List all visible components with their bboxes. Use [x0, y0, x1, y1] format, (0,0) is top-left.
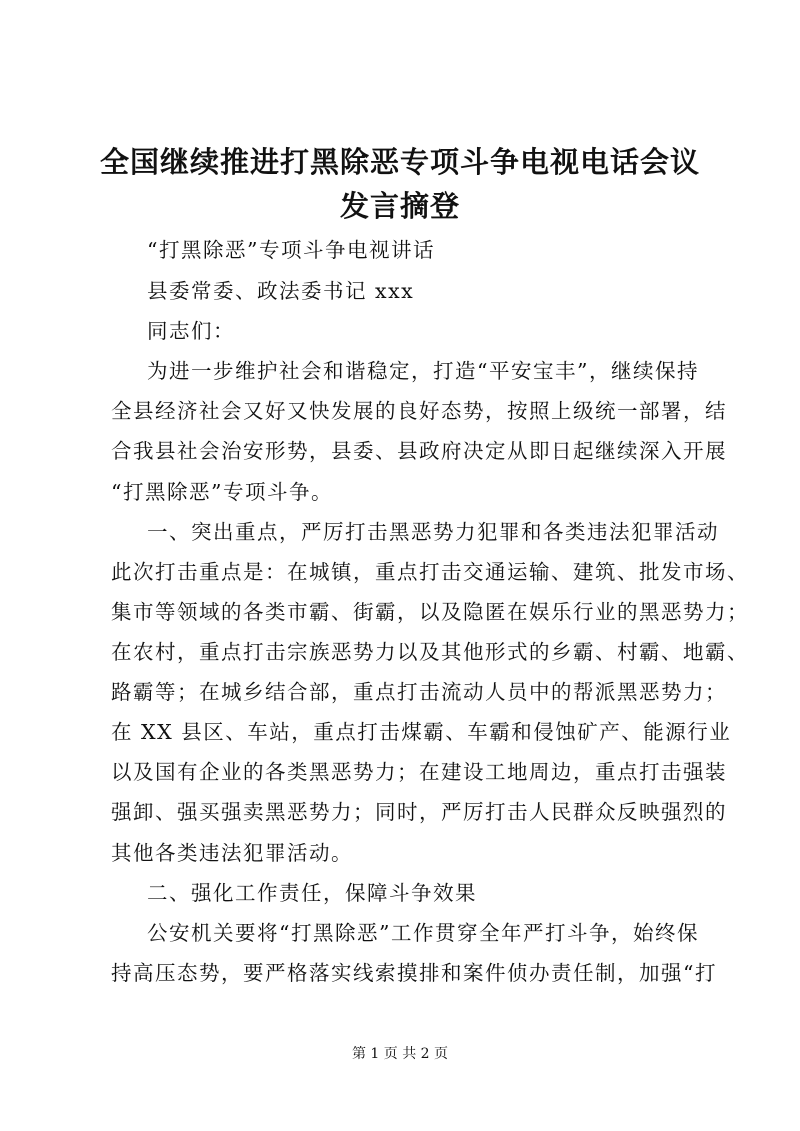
document-title-line-2: 发言摘登: [339, 189, 460, 223]
paragraph-line: 为进一步维护社会和谐稳定，打造“平安宝丰”，继续保持: [147, 359, 699, 383]
paragraph-line: 全县经济社会又好又快发展的良好态势，按照上级统一部署，结: [111, 399, 727, 423]
page-number-footer: 第 1 页 共 2 页: [351, 1046, 449, 1062]
paragraph-line: 在农村，重点打击宗族恶势力以及其他形式的乡霸、村霸、地霸、: [111, 640, 749, 664]
paragraph-line: 集市等领域的各类市霸、街霸，以及隐匿在娱乐行业的黑恶势力；: [111, 600, 749, 624]
paragraph-line: 合我县社会治安形势，县委、县政府决定从即日起继续深入开展: [111, 439, 727, 463]
speech-subtitle: “打黑除恶”专项斗争电视讲话: [147, 238, 435, 262]
speaker-line: 县委常委、政法委书记 xxx: [147, 279, 415, 303]
section-heading-1: 一、突出重点，严厉打击黑恶势力犯罪和各类违法犯罪活动: [147, 520, 719, 544]
salutation: 同志们：: [147, 319, 235, 343]
section-heading-2: 二、强化工作责任，保障斗争效果: [147, 881, 477, 905]
paragraph-line: 强卸、强买强卖黑恶势力；同时，严厉打击人民群众反映强烈的: [111, 800, 727, 824]
paragraph-line: 路霸等；在城乡结合部，重点打击流动人员中的帮派黑恶势力；: [111, 680, 727, 704]
paragraph-line: 公安机关要将“打黑除恶”工作贯穿全年严打斗争，始终保: [147, 921, 699, 945]
paragraph-line: 其他各类违法犯罪活动。: [111, 841, 353, 865]
paragraph-line: 在 XX 县区、车站，重点打击煤霸、车霸和侵蚀矿产、能源行业: [111, 720, 732, 744]
paragraph-line: “打黑除恶”专项斗争。: [111, 480, 333, 504]
paragraph-line: 以及国有企业的各类黑恶势力；在建设工地周边，重点打击强装: [111, 760, 727, 784]
paragraph-line: 持高压态势，要严格落实线索摸排和案件侦办责任制，加强“打: [111, 961, 717, 985]
document-title-line-1: 全国继续推进打黑除恶专项斗争电视电话会议: [99, 145, 700, 179]
paragraph-line: 此次打击重点是：在城镇，重点打击交通运输、建筑、批发市场、: [111, 560, 749, 584]
